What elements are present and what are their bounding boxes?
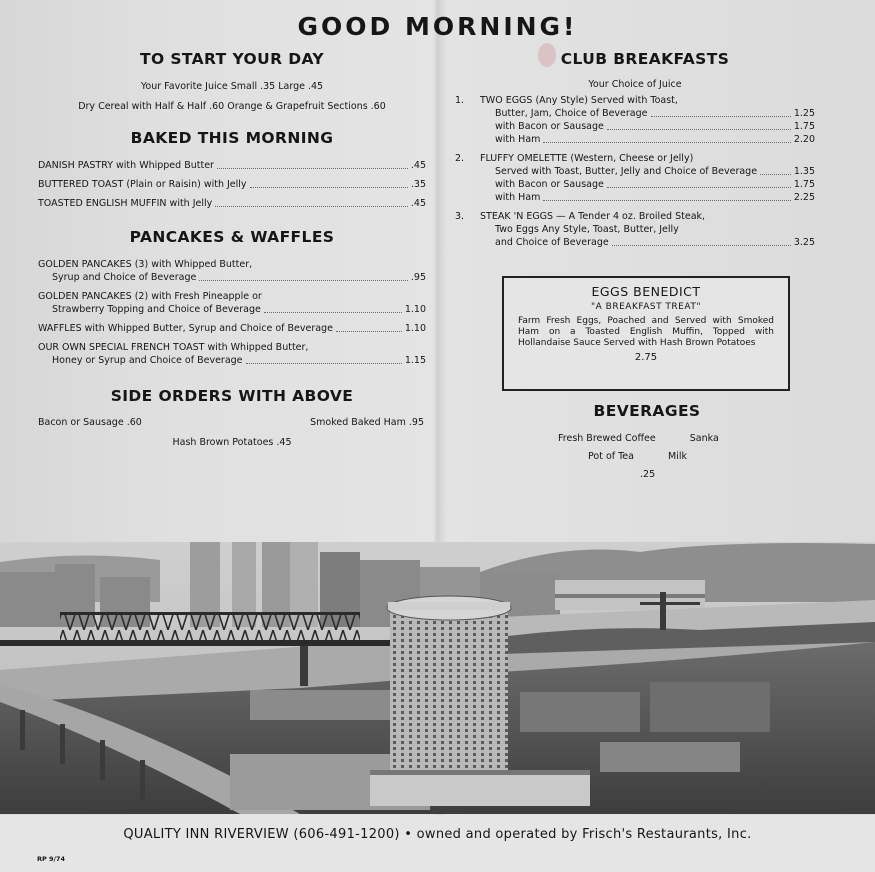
sides-row bbox=[38, 416, 426, 429]
item-price: 2.20 bbox=[793, 134, 815, 145]
item-line: STEAK 'N EGGS — A Tender 4 oz. Broiled Steak, bbox=[480, 211, 706, 222]
club-subheading: Your Choice of Juice bbox=[588, 79, 682, 90]
item-line: FLUFFY OMELETTE (Western, Cheese or Jelly) bbox=[480, 153, 694, 164]
item-price: .95 bbox=[410, 272, 426, 283]
baked-item bbox=[38, 178, 426, 191]
item-desc: and Choice of Beverage bbox=[495, 237, 609, 248]
item-number: 3. bbox=[455, 211, 465, 222]
right-column bbox=[455, 50, 815, 249]
item-line: TWO EGGS (Any Style) Served with Toast, bbox=[480, 95, 678, 106]
beverages-heading: BEVERAGES bbox=[593, 402, 701, 420]
item-desc: with Bacon or Sausage bbox=[495, 179, 604, 190]
leader-dots bbox=[651, 116, 791, 117]
beverages-price: .25 bbox=[640, 469, 656, 480]
baked-heading: BAKED THIS MORNING bbox=[130, 129, 334, 147]
leader-dots bbox=[336, 331, 402, 332]
item-price: .45 bbox=[410, 160, 426, 171]
item-price: 2.25 bbox=[793, 192, 815, 203]
item-desc: with Ham bbox=[495, 192, 541, 203]
bev-tea: Pot of Tea bbox=[588, 451, 634, 462]
footer bbox=[0, 815, 875, 872]
club-item-1-ham bbox=[455, 133, 815, 146]
side-ham: Smoked Baked Ham .95 bbox=[310, 417, 424, 428]
club-item-3-line2: Two Eggs Any Style, Toast, Butter, Jelly bbox=[495, 224, 679, 235]
item-price: 1.75 bbox=[793, 121, 815, 132]
club-item-1 bbox=[455, 94, 815, 146]
beverages-row-1 bbox=[502, 432, 792, 445]
item-price: 1.75 bbox=[793, 179, 815, 190]
eggs-benedict-tagline: "A BREAKFAST TREAT" bbox=[591, 302, 701, 312]
sides-heading: SIDE ORDERS WITH ABOVE bbox=[110, 387, 354, 405]
bridge-deck bbox=[0, 640, 420, 646]
leader-dots bbox=[217, 168, 408, 169]
footer-text: QUALITY INN RIVERVIEW (606-491-1200) • owned and operated by Frisch's Restaurants, Inc. bbox=[123, 827, 752, 842]
item-desc: Syrup and Choice of Beverage bbox=[52, 272, 197, 283]
leader-dots bbox=[543, 142, 790, 143]
club-item-3 bbox=[455, 210, 815, 249]
item-price: 1.35 bbox=[793, 166, 815, 177]
french-toast-line: OUR OWN SPECIAL FRENCH TOAST with Whipped Butter, bbox=[38, 342, 309, 353]
item-price: 3.25 bbox=[793, 237, 815, 248]
item-price: 1.25 bbox=[793, 108, 815, 119]
leader-dots bbox=[199, 280, 408, 281]
item-name: TOASTED ENGLISH MUFFIN with Jelly bbox=[38, 198, 213, 209]
eggs-benedict-price: 2.75 bbox=[634, 352, 658, 363]
item-price: .35 bbox=[410, 179, 426, 190]
item-desc: Butter, Jam, Choice of Beverage bbox=[495, 108, 648, 119]
club-item-2-bacon bbox=[455, 178, 815, 191]
juice-line: Your Favorite Juice Small .35 Large .45 bbox=[140, 81, 324, 92]
leader-dots bbox=[607, 187, 791, 188]
print-code: RP 9/74 bbox=[37, 855, 65, 863]
beverages-row-2 bbox=[502, 450, 792, 463]
club-item-2 bbox=[455, 152, 815, 204]
item-number: 1. bbox=[455, 95, 465, 106]
item-number: 2. bbox=[455, 153, 465, 164]
bev-coffee: Fresh Brewed Coffee bbox=[558, 433, 656, 444]
item-price: .45 bbox=[410, 198, 426, 209]
item-desc: Honey or Syrup and Choice of Beverage bbox=[52, 355, 243, 366]
item-price: 1.15 bbox=[404, 355, 426, 366]
item-price: 1.10 bbox=[404, 304, 426, 315]
item-name: WAFFLES with Whipped Butter, Syrup and Choice of Beverage bbox=[38, 323, 333, 334]
french-toast-item bbox=[38, 354, 426, 367]
city-skyline-photo bbox=[0, 542, 875, 814]
eggs-benedict-heading: EGGS BENEDICT bbox=[591, 284, 701, 299]
leader-dots bbox=[543, 200, 790, 201]
pancake-item-1 bbox=[38, 271, 426, 284]
baked-item bbox=[38, 159, 426, 172]
leader-dots bbox=[607, 129, 791, 130]
leader-dots bbox=[250, 187, 408, 188]
club-item-1-line bbox=[455, 107, 815, 120]
bev-milk: Milk bbox=[668, 451, 688, 462]
pancake-item-2-line: GOLDEN PANCAKES (2) with Fresh Pineapple or bbox=[38, 291, 262, 302]
club-item-2-line bbox=[455, 165, 815, 178]
pancake-item-1-line: GOLDEN PANCAKES (3) with Whipped Butter, bbox=[38, 259, 253, 270]
bridge-truss bbox=[60, 614, 360, 640]
club-heading: CLUB BREAKFASTS bbox=[560, 50, 730, 68]
eggs-benedict-description: Farm Fresh Eggs, Poached and Served with Smoked Ham on a Toasted English Muffin, Topped with Hollandaise Sauce Served with Hash Brown Potatoes bbox=[518, 316, 774, 348]
eggs-benedict-box bbox=[502, 276, 790, 391]
menu-title: GOOD MORNING! bbox=[297, 12, 578, 41]
club-item-3-line3 bbox=[455, 236, 815, 249]
leader-dots bbox=[264, 312, 402, 313]
baked-list bbox=[38, 159, 426, 210]
left-column bbox=[38, 50, 426, 449]
pancakes-heading: PANCAKES & WAFFLES bbox=[129, 228, 335, 246]
beverages-section bbox=[502, 402, 792, 481]
waffles-item bbox=[38, 322, 426, 335]
club-item-2-ham bbox=[455, 191, 815, 204]
cereal-line: Dry Cereal with Half & Half .60 Orange & Grapefruit Sections .60 bbox=[78, 101, 386, 112]
item-desc: with Ham bbox=[495, 134, 541, 145]
leader-dots bbox=[612, 245, 791, 246]
item-name: DANISH PASTRY with Whipped Butter bbox=[38, 160, 214, 171]
start-heading: TO START YOUR DAY bbox=[139, 50, 325, 68]
leader-dots bbox=[215, 206, 408, 207]
leader-dots bbox=[246, 363, 402, 364]
item-desc: Strawberry Topping and Choice of Beverage bbox=[52, 304, 261, 315]
pancakes-list bbox=[38, 258, 426, 367]
leader-dots bbox=[760, 174, 791, 175]
club-item-1-bacon bbox=[455, 120, 815, 133]
item-desc: with Bacon or Sausage bbox=[495, 121, 604, 132]
side-potatoes: Hash Brown Potatoes .45 bbox=[172, 437, 292, 448]
item-name: BUTTERED TOAST (Plain or Raisin) with Jelly bbox=[38, 179, 247, 190]
baked-item bbox=[38, 197, 426, 210]
side-bacon: Bacon or Sausage .60 bbox=[38, 417, 142, 428]
item-price: 1.10 bbox=[404, 323, 426, 334]
item-desc: Served with Toast, Butter, Jelly and Choice of Beverage bbox=[495, 166, 758, 177]
pancake-item-2 bbox=[38, 303, 426, 316]
bev-sanka: Sanka bbox=[689, 433, 719, 444]
